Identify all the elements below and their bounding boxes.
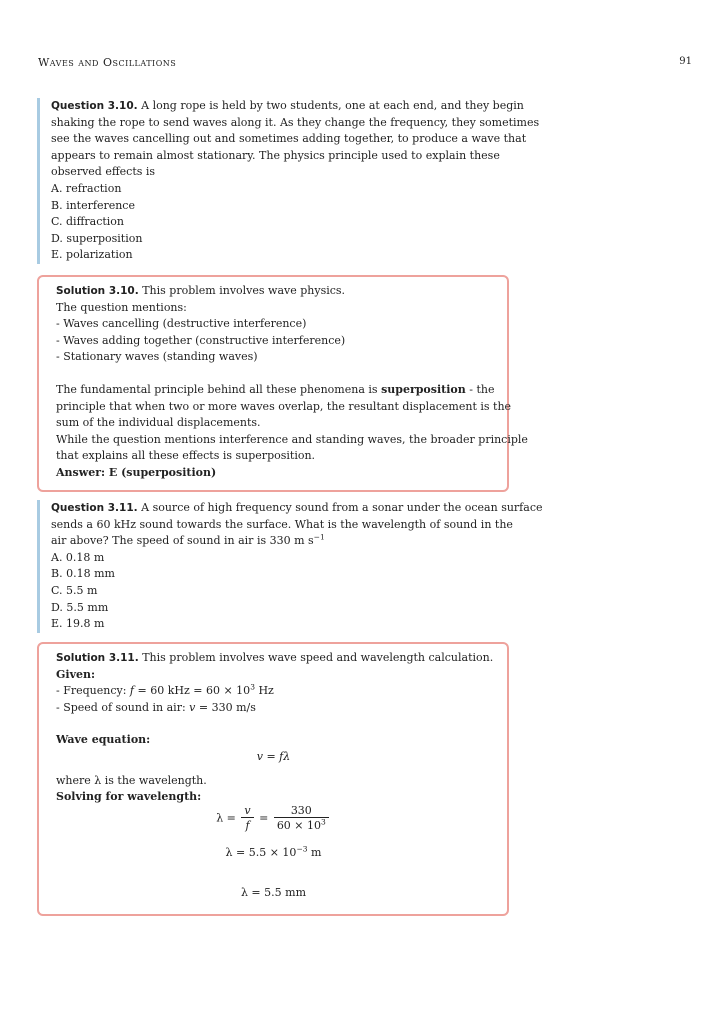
question-text-line: air above? The speed of sound in air is 330 m s [51, 534, 314, 548]
question-text-line: A source of high frequency sound from a sonar under the ocean surface [141, 501, 543, 514]
given-speed-label: - Speed of sound in air: [56, 700, 186, 714]
solution-text: The fundamental principle behind all these phenomena is [56, 382, 378, 396]
solution-3-10 [37, 275, 528, 492]
variable-v: v [189, 700, 196, 714]
fraction [241, 804, 253, 833]
solution-intro: This problem involves wave physics. [142, 284, 346, 297]
equation-wave [56, 749, 491, 766]
solution-text: sum of the individual displacements. [56, 416, 261, 430]
fraction-numerator: v [241, 804, 253, 818]
variable-f: f [129, 684, 134, 698]
equation-value: λ = 5.5 × 10 [225, 845, 297, 859]
exponent: 3 [321, 817, 326, 827]
page-header [38, 56, 692, 72]
given-frequency-label: - Frequency: [56, 684, 127, 698]
equation-lhs: v [256, 749, 263, 763]
exponent: 3 [250, 682, 255, 692]
solution-text: - the [469, 382, 495, 396]
solving-heading: Solving for wavelength: [56, 790, 202, 804]
question-label: Question 3.11. [51, 502, 138, 514]
equation-unit: m [311, 845, 322, 859]
option-d: D. 5.5 mm [51, 600, 109, 614]
option-a: A. refraction [51, 181, 122, 195]
running-title: Waves and Oscillations [38, 56, 177, 69]
wave-equation-heading: Wave equation: [56, 733, 151, 747]
question-text-line: see the waves cancelling out and sometimes adding together, to produce a wave that [51, 132, 527, 146]
list-item: - Waves cancelling (destructive interference) [56, 317, 307, 331]
list-item: - Stationary waves (standing waves) [56, 350, 258, 364]
question-text-line: observed effects is [51, 165, 156, 179]
equals-sign: = [259, 811, 269, 825]
option-b: B. interference [51, 198, 135, 212]
option-c: C. 5.5 m [51, 583, 98, 597]
option-c: C. diffraction [51, 215, 125, 229]
equation-wavelength-sci [56, 845, 491, 862]
denominator-base: 60 × 10 [276, 818, 322, 832]
equation-wavelength-fraction [56, 804, 491, 833]
fraction-denominator [274, 818, 329, 833]
equation-rhs: = fλ [266, 749, 291, 763]
solution-text: that explains all these effects is superposition. [56, 449, 316, 463]
option-e: E. 19.8 m [51, 617, 105, 631]
exponent: −1 [313, 532, 325, 542]
frequency-value: = 60 kHz = 60 × 10 [137, 684, 251, 698]
question-3-11 [37, 500, 543, 633]
solution-intro: This problem involves wave speed and wavelength calculation. [142, 651, 494, 664]
solution-3-11 [37, 642, 509, 916]
fraction-denominator: f [245, 818, 250, 832]
solution-label: Solution 3.11. [56, 652, 139, 664]
answer: Answer: E (superposition) [56, 465, 217, 479]
solution-text: The question mentions: [56, 300, 187, 314]
question-label: Question 3.10. [51, 100, 138, 112]
key-term: superposition [381, 382, 466, 396]
fraction-numerator: 330 [274, 804, 329, 818]
solution-label: Solution 3.10. [56, 285, 139, 297]
given-heading: Given: [56, 667, 96, 681]
question-text-line: A long rope is held by two students, one at each end, and they begin [141, 99, 524, 112]
speed-value: = 330 m/s [198, 700, 256, 714]
frequency-unit: Hz [258, 684, 274, 698]
solution-text: While the question mentions interference and standing waves, the broader principle [56, 432, 528, 446]
equation-wavelength-mm: λ = 5.5 mm [240, 886, 307, 900]
option-b: B. 0.18 mm [51, 567, 115, 581]
question-text-line: sends a 60 kHz sound towards the surface. What is the wavelength of sound in the [51, 517, 513, 531]
solution-text: principle that when two or more waves overlap, the resultant displacement is the [56, 399, 512, 413]
option-e: E. polarization [51, 248, 133, 262]
exponent: −3 [296, 844, 308, 854]
question-text-line: appears to remain almost stationary. The physics principle used to explain these [51, 148, 500, 162]
question-3-10 [37, 98, 540, 264]
option-a: A. 0.18 m [51, 550, 105, 564]
page-number: 91 [679, 56, 692, 67]
option-d: D. superposition [51, 231, 143, 245]
fraction [274, 804, 329, 833]
solution-text: where λ is the wavelength. [56, 773, 207, 787]
question-text-line: shaking the rope to send waves along it. As they change the frequency, they sometimes [51, 115, 540, 129]
list-item: - Waves adding together (constructive interference) [56, 333, 346, 347]
equation-lhs: λ = [216, 811, 236, 825]
